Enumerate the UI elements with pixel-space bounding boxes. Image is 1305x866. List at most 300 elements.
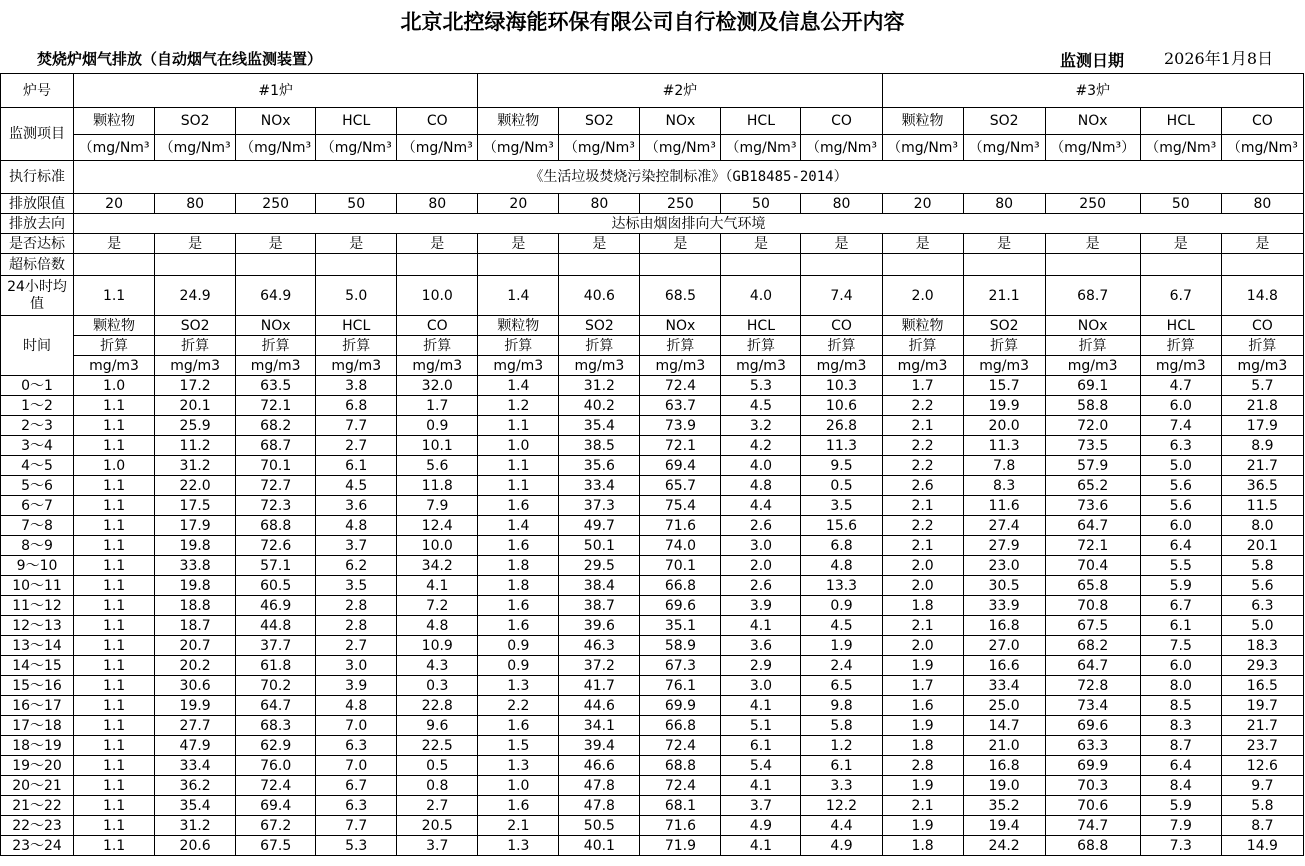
hourly-value: 9.5 [801, 456, 882, 476]
hourly-value: 4.9 [721, 816, 801, 836]
hourly-value: 6.4 [1140, 756, 1221, 776]
hourly-value: 37.3 [559, 496, 640, 516]
hourly-value: 64.7 [1045, 516, 1140, 536]
hourly-value: 1.8 [478, 576, 559, 596]
hourly-value: 7.3 [1140, 836, 1221, 856]
hourly-value: 1.1 [74, 536, 155, 556]
hourly-unit: mg/m3 [963, 356, 1045, 376]
table-row [1, 696, 1304, 716]
hourly-value: 72.1 [1045, 536, 1140, 556]
hourly-value: 67.2 [236, 816, 316, 836]
hourly-value: 20.0 [963, 416, 1045, 436]
exceed-value [640, 254, 721, 276]
hourly-value: 4.8 [801, 556, 882, 576]
hourly-value: 29.5 [559, 556, 640, 576]
hourly-value: 1.1 [74, 516, 155, 536]
hourly-value: 35.2 [963, 796, 1045, 816]
conversion-label: 折算 [74, 336, 155, 356]
hourly-value: 2.7 [397, 796, 478, 816]
direction-row [1, 214, 1304, 234]
table-row [1, 516, 1304, 536]
hourly-value: 1.7 [882, 676, 963, 696]
unit-label: （mg/Nm³ [559, 135, 640, 161]
hourly-value: 49.7 [559, 516, 640, 536]
hourly-value: 1.3 [478, 676, 559, 696]
hourly-value: 1.1 [74, 816, 155, 836]
hourly-value: 1.8 [478, 556, 559, 576]
hourly-value: 9.8 [801, 696, 882, 716]
hourly-value: 1.3 [478, 756, 559, 776]
hourly-value: 6.0 [1140, 396, 1221, 416]
compliant-value: 是 [559, 234, 640, 254]
hourly-value: 38.7 [559, 596, 640, 616]
hourly-value: 1.6 [882, 696, 963, 716]
hourly-value: 5.3 [316, 836, 397, 856]
compliant-value: 是 [963, 234, 1045, 254]
hourly-value: 4.4 [721, 496, 801, 516]
hourly-value: 71.9 [640, 836, 721, 856]
conversion-label: 折算 [963, 336, 1045, 356]
hourly-value: 2.0 [882, 576, 963, 596]
conversion-label: 折算 [801, 336, 882, 356]
hourly-value: 1.0 [478, 776, 559, 796]
limit-value: 20 [478, 194, 559, 214]
hourly-value: 7.8 [963, 456, 1045, 476]
hourly-value: 21.8 [1221, 396, 1303, 416]
furnace-label: 炉号 [1, 74, 74, 108]
hourly-unit: mg/m3 [316, 356, 397, 376]
hourly-unit: mg/m3 [640, 356, 721, 376]
hourly-value: 1.1 [74, 656, 155, 676]
furnace-header-row [1, 74, 1304, 108]
hourly-unit: mg/m3 [478, 356, 559, 376]
hourly-value: 68.7 [236, 436, 316, 456]
pollutant-name: SO2 [963, 108, 1045, 135]
hourly-value: 70.1 [236, 456, 316, 476]
hourly-value: 32.0 [397, 376, 478, 396]
average-value: 14.8 [1221, 276, 1303, 316]
hour-range: 13～14 [1, 636, 74, 656]
hour-range: 5～6 [1, 476, 74, 496]
hourly-value: 68.8 [640, 756, 721, 776]
hourly-pollutant-name: NOx [236, 316, 316, 336]
hourly-value: 58.9 [640, 636, 721, 656]
hourly-value: 5.8 [1221, 556, 1303, 576]
hourly-value: 3.9 [316, 676, 397, 696]
pollutant-name: HCL [721, 108, 801, 135]
hourly-value: 1.1 [74, 716, 155, 736]
hourly-value: 72.4 [640, 376, 721, 396]
hourly-value: 1.4 [478, 516, 559, 536]
hourly-value: 66.8 [640, 576, 721, 596]
hourly-value: 44.6 [559, 696, 640, 716]
pollutant-name: 颗粒物 [478, 108, 559, 135]
table-row [1, 596, 1304, 616]
conversion-label: 折算 [559, 336, 640, 356]
hourly-value: 3.6 [316, 496, 397, 516]
hourly-value: 17.5 [155, 496, 236, 516]
average-row [1, 276, 1304, 316]
hourly-value: 1.0 [74, 376, 155, 396]
table-row [1, 676, 1304, 696]
hourly-value: 72.4 [236, 776, 316, 796]
compliant-value: 是 [236, 234, 316, 254]
hourly-value: 8.3 [963, 476, 1045, 496]
hourly-value: 18.8 [155, 596, 236, 616]
hourly-value: 5.6 [1140, 476, 1221, 496]
hourly-value: 72.1 [640, 436, 721, 456]
hourly-value: 68.2 [236, 416, 316, 436]
hourly-value: 4.8 [721, 476, 801, 496]
hourly-value: 76.1 [640, 676, 721, 696]
limit-value: 50 [1140, 194, 1221, 214]
hourly-value: 7.2 [397, 596, 478, 616]
hourly-value: 1.1 [74, 776, 155, 796]
hourly-value: 72.6 [236, 536, 316, 556]
limit-row [1, 194, 1304, 214]
hourly-value: 18.7 [155, 616, 236, 636]
hourly-value: 21.7 [1221, 456, 1303, 476]
monitoring-date-label: 监测日期 [1060, 51, 1125, 70]
compliant-value: 是 [1045, 234, 1140, 254]
hourly-value: 11.2 [155, 436, 236, 456]
hourly-value: 6.1 [801, 756, 882, 776]
exceed-value [397, 254, 478, 276]
hourly-value: 7.7 [316, 816, 397, 836]
hourly-value: 1.1 [74, 836, 155, 856]
table-row [1, 636, 1304, 656]
hour-range: 14～15 [1, 656, 74, 676]
furnace-name: #3炉 [882, 74, 1303, 108]
hour-range: 10～11 [1, 576, 74, 596]
hourly-value: 2.6 [721, 576, 801, 596]
limit-value: 80 [397, 194, 478, 214]
hourly-value: 5.6 [1221, 576, 1303, 596]
hourly-value: 2.7 [316, 436, 397, 456]
hourly-value: 33.8 [155, 556, 236, 576]
table-row [1, 436, 1304, 456]
hourly-value: 76.0 [236, 756, 316, 776]
limit-value: 80 [1221, 194, 1303, 214]
unit-label: （mg/Nm³ [1221, 135, 1303, 161]
hourly-value: 8.3 [1140, 716, 1221, 736]
hourly-value: 1.6 [478, 716, 559, 736]
hourly-value: 1.1 [478, 456, 559, 476]
hour-range: 11～12 [1, 596, 74, 616]
limit-label: 排放限值 [1, 194, 74, 214]
hourly-pollutant-name: 颗粒物 [74, 316, 155, 336]
exceed-value [155, 254, 236, 276]
hourly-value: 1.1 [74, 556, 155, 576]
hourly-value: 63.5 [236, 376, 316, 396]
hour-range: 0～1 [1, 376, 74, 396]
hour-range: 9～10 [1, 556, 74, 576]
hourly-value: 1.2 [478, 396, 559, 416]
hourly-unit: mg/m3 [155, 356, 236, 376]
hourly-value: 34.1 [559, 716, 640, 736]
hourly-value: 17.2 [155, 376, 236, 396]
hourly-value: 14.7 [963, 716, 1045, 736]
hourly-value: 69.9 [640, 696, 721, 716]
hourly-value: 3.7 [721, 796, 801, 816]
hour-range: 21～22 [1, 796, 74, 816]
hourly-value: 6.7 [316, 776, 397, 796]
exceed-value [236, 254, 316, 276]
hourly-value: 6.7 [1140, 596, 1221, 616]
limit-value: 20 [882, 194, 963, 214]
standard-label: 执行标准 [1, 161, 74, 194]
limit-value: 80 [155, 194, 236, 214]
conversion-label: 折算 [1045, 336, 1140, 356]
hourly-value: 8.0 [1221, 516, 1303, 536]
hourly-value: 1.5 [478, 736, 559, 756]
hourly-value: 22.0 [155, 476, 236, 496]
conversion-label: 折算 [397, 336, 478, 356]
hourly-value: 1.1 [74, 396, 155, 416]
hourly-value: 70.4 [1045, 556, 1140, 576]
exceed-value [963, 254, 1045, 276]
hourly-value: 67.5 [236, 836, 316, 856]
hourly-value: 7.9 [1140, 816, 1221, 836]
hourly-value: 65.7 [640, 476, 721, 496]
hour-range: 6～7 [1, 496, 74, 516]
hourly-value: 5.6 [397, 456, 478, 476]
average-value: 5.0 [316, 276, 397, 316]
table-row [1, 756, 1304, 776]
hourly-value: 3.7 [397, 836, 478, 856]
standard-text: 《生活垃圾焚烧污染控制标准》（GB18485-2014） [74, 161, 1304, 194]
hourly-value: 4.3 [397, 656, 478, 676]
hourly-value: 68.3 [236, 716, 316, 736]
hourly-value: 74.0 [640, 536, 721, 556]
hour-range: 1～2 [1, 396, 74, 416]
hourly-value: 1.6 [478, 496, 559, 516]
unit-label: （mg/Nm³） [1045, 135, 1140, 161]
table-row [1, 556, 1304, 576]
hourly-value: 5.9 [1140, 796, 1221, 816]
hourly-value: 8.7 [1140, 736, 1221, 756]
hourly-value: 13.3 [801, 576, 882, 596]
hourly-value: 2.4 [801, 656, 882, 676]
hourly-value: 30.5 [963, 576, 1045, 596]
hourly-value: 74.7 [1045, 816, 1140, 836]
hour-range: 7～8 [1, 516, 74, 536]
hourly-value: 2.1 [478, 816, 559, 836]
hourly-value: 7.5 [1140, 636, 1221, 656]
hourly-value: 46.3 [559, 636, 640, 656]
hourly-value: 36.2 [155, 776, 236, 796]
limit-value: 250 [236, 194, 316, 214]
pollutant-name: CO [397, 108, 478, 135]
limit-value: 80 [963, 194, 1045, 214]
pollutant-name: SO2 [559, 108, 640, 135]
hourly-value: 26.8 [801, 416, 882, 436]
limit-value: 20 [74, 194, 155, 214]
unit-label: （mg/Nm³ [74, 135, 155, 161]
hourly-value: 35.4 [155, 796, 236, 816]
pollutant-name: CO [1221, 108, 1303, 135]
items-label: 监测项目 [1, 108, 74, 161]
compliant-value: 是 [74, 234, 155, 254]
hourly-value: 6.3 [316, 736, 397, 756]
hourly-value: 61.8 [236, 656, 316, 676]
hour-range: 23～24 [1, 836, 74, 856]
hourly-value: 4.1 [721, 696, 801, 716]
hourly-value: 62.9 [236, 736, 316, 756]
hourly-unit: mg/m3 [236, 356, 316, 376]
unit-label: （mg/Nm³ [478, 135, 559, 161]
hourly-value: 1.1 [74, 636, 155, 656]
hourly-value: 18.3 [1221, 636, 1303, 656]
limit-value: 50 [721, 194, 801, 214]
hourly-value: 8.7 [1221, 816, 1303, 836]
hourly-value: 68.8 [1045, 836, 1140, 856]
hourly-value: 0.9 [397, 416, 478, 436]
hourly-value: 1.9 [801, 636, 882, 656]
hourly-value: 2.0 [882, 556, 963, 576]
table-row [1, 796, 1304, 816]
hourly-value: 1.1 [74, 696, 155, 716]
hourly-value: 70.3 [1045, 776, 1140, 796]
hourly-value: 1.1 [74, 596, 155, 616]
unit-label: （mg/Nm³ [963, 135, 1045, 161]
hourly-value: 5.3 [721, 376, 801, 396]
hourly-value: 72.0 [1045, 416, 1140, 436]
hourly-value: 60.5 [236, 576, 316, 596]
standard-row [1, 161, 1304, 194]
pollutant-name: HCL [1140, 108, 1221, 135]
hourly-value: 7.0 [316, 716, 397, 736]
hourly-value: 30.6 [155, 676, 236, 696]
hour-range: 8～9 [1, 536, 74, 556]
hourly-value: 29.3 [1221, 656, 1303, 676]
hourly-value: 8.5 [1140, 696, 1221, 716]
average-value: 24.9 [155, 276, 236, 316]
unit-label: （mg/Nm³ [640, 135, 721, 161]
hourly-value: 1.1 [74, 576, 155, 596]
hour-range: 12～13 [1, 616, 74, 636]
hourly-value: 4.2 [721, 436, 801, 456]
hourly-value: 72.1 [236, 396, 316, 416]
hourly-value: 12.4 [397, 516, 478, 536]
hourly-pollutant-name: SO2 [155, 316, 236, 336]
unit-label: （mg/Nm³ [155, 135, 236, 161]
hour-range: 16～17 [1, 696, 74, 716]
average-value: 64.9 [236, 276, 316, 316]
hourly-value: 70.8 [1045, 596, 1140, 616]
hourly-value: 69.9 [1045, 756, 1140, 776]
hour-range: 15～16 [1, 676, 74, 696]
hourly-value: 7.0 [316, 756, 397, 776]
hourly-value: 40.1 [559, 836, 640, 856]
hourly-value: 4.1 [721, 776, 801, 796]
hourly-unit: mg/m3 [1045, 356, 1140, 376]
hourly-unit: mg/m3 [559, 356, 640, 376]
hourly-value: 1.1 [74, 796, 155, 816]
average-value: 1.4 [478, 276, 559, 316]
hourly-value: 37.7 [236, 636, 316, 656]
hourly-value: 6.0 [1140, 656, 1221, 676]
hourly-value: 1.4 [478, 376, 559, 396]
hourly-value: 39.6 [559, 616, 640, 636]
hourly-value: 4.5 [801, 616, 882, 636]
conversion-label: 折算 [882, 336, 963, 356]
hourly-value: 72.4 [640, 736, 721, 756]
hourly-value: 2.9 [721, 656, 801, 676]
hourly-value: 1.1 [74, 616, 155, 636]
emission-table [0, 73, 1304, 856]
hourly-value: 2.1 [882, 616, 963, 636]
unit-label: （mg/Nm³ [721, 135, 801, 161]
average-value: 7.4 [801, 276, 882, 316]
hourly-value: 6.8 [801, 536, 882, 556]
conversion-label: 折算 [1140, 336, 1221, 356]
hour-range: 18～19 [1, 736, 74, 756]
hourly-value: 5.9 [1140, 576, 1221, 596]
hourly-value: 1.8 [882, 836, 963, 856]
hourly-value: 72.4 [640, 776, 721, 796]
table-row [1, 476, 1304, 496]
table-row [1, 736, 1304, 756]
hourly-value: 2.0 [882, 636, 963, 656]
hourly-value: 3.3 [801, 776, 882, 796]
limit-value: 250 [1045, 194, 1140, 214]
hourly-value: 15.7 [963, 376, 1045, 396]
exceed-value [559, 254, 640, 276]
compliant-value: 是 [1221, 234, 1303, 254]
hourly-value: 16.5 [1221, 676, 1303, 696]
hourly-value: 25.9 [155, 416, 236, 436]
hourly-value: 35.4 [559, 416, 640, 436]
hourly-value: 27.0 [963, 636, 1045, 656]
hourly-value: 57.9 [1045, 456, 1140, 476]
hourly-value: 6.8 [316, 396, 397, 416]
hourly-value: 4.1 [721, 836, 801, 856]
furnace-name: #1炉 [74, 74, 478, 108]
hourly-pollutant-name: HCL [1140, 316, 1221, 336]
hourly-value: 10.9 [397, 636, 478, 656]
average-value: 2.0 [882, 276, 963, 316]
hourly-value: 3.5 [801, 496, 882, 516]
hourly-value: 19.8 [155, 536, 236, 556]
hourly-value: 3.7 [316, 536, 397, 556]
hourly-value: 4.1 [397, 576, 478, 596]
hourly-value: 1.9 [882, 816, 963, 836]
conversion-label: 折算 [316, 336, 397, 356]
hourly-pollutant-name: HCL [316, 316, 397, 336]
conversion-label: 折算 [478, 336, 559, 356]
hourly-value: 1.1 [478, 476, 559, 496]
average-label-text: 24小时均值 [7, 279, 67, 312]
hourly-value: 9.7 [1221, 776, 1303, 796]
hourly-value: 25.0 [963, 696, 1045, 716]
average-value: 21.1 [963, 276, 1045, 316]
hourly-value: 2.8 [316, 616, 397, 636]
table-row [1, 576, 1304, 596]
exceed-value [1140, 254, 1221, 276]
hourly-value: 57.1 [236, 556, 316, 576]
hourly-value: 38.4 [559, 576, 640, 596]
compliant-value: 是 [1140, 234, 1221, 254]
hourly-value: 12.6 [1221, 756, 1303, 776]
hourly-value: 1.2 [801, 736, 882, 756]
hourly-value: 2.2 [882, 396, 963, 416]
hourly-value: 19.7 [1221, 696, 1303, 716]
table-row [1, 416, 1304, 436]
unit-label: （mg/Nm³ [316, 135, 397, 161]
hourly-value: 4.0 [721, 456, 801, 476]
hourly-value: 72.3 [236, 496, 316, 516]
